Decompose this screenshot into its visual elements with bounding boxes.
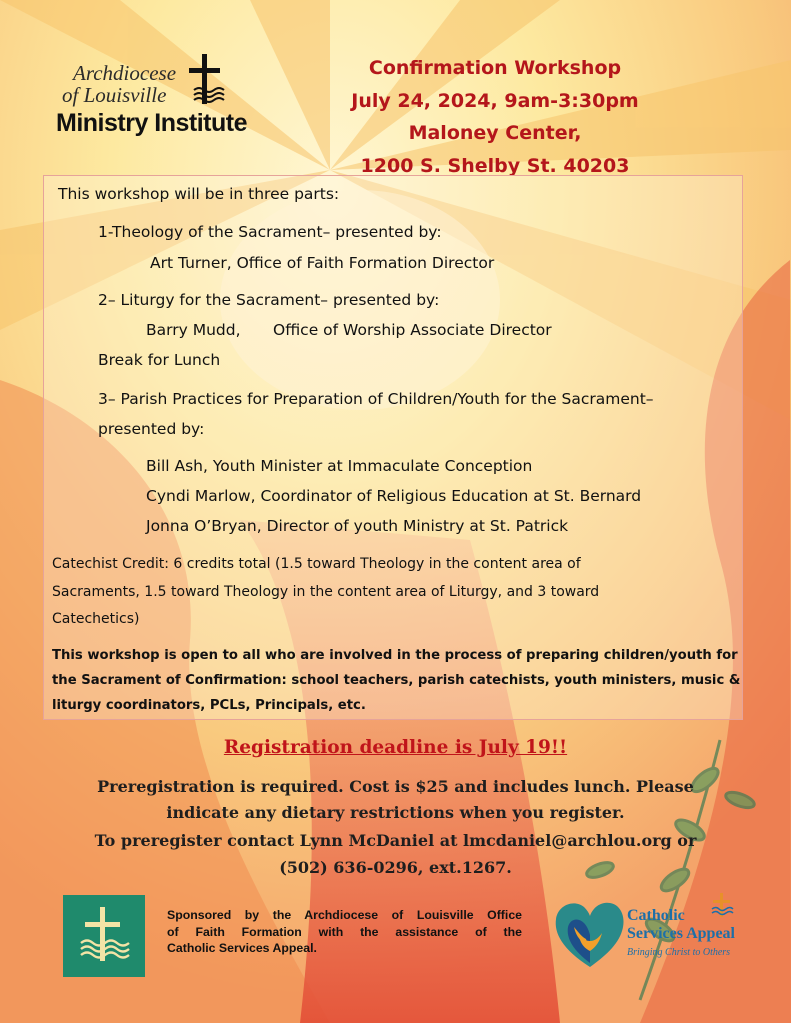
logo-line-archdiocese: Archdiocese — [73, 61, 177, 85]
event-venue: Maloney Center, — [408, 122, 582, 144]
audience-line: This workshop is open to all who are involved in the process of preparing children/youth for — [52, 648, 738, 663]
part-1-presenter: Art Turner, Office of Faith Formation Director — [150, 254, 495, 272]
part-1-title: 1-Theology of the Sacrament– presented by: — [98, 223, 442, 241]
catechist-credit-line: Catechetics) — [52, 611, 140, 627]
logo-line-louisville: of Louisville — [62, 83, 167, 107]
cross-waves-icon — [184, 54, 234, 106]
event-title: Confirmation Workshop — [368, 57, 622, 79]
event-heading — [300, 52, 690, 182]
workshop-intro: This workshop will be in three parts: — [58, 185, 340, 203]
audience-line: liturgy coordinators, PCLs, Principals, etc. — [52, 698, 366, 713]
audience-line: the Sacrament of Confirmation: school teachers, parish catechists, youth ministers, music & — [52, 673, 741, 688]
part-3-title-line-2: presented by: — [98, 420, 205, 438]
heart-hands-icon — [552, 893, 628, 973]
part-2-presenter-role: Office of Worship Associate Director — [273, 321, 552, 339]
event-address: 1200 S. Shelby St. 40203 — [360, 154, 630, 177]
cross-waves-icon — [63, 895, 145, 977]
part-3-presenter: Cyndi Marlow, Coordinator of Religious Education at St. Bernard — [146, 487, 642, 505]
lunch-break: Break for Lunch — [98, 351, 221, 369]
registration-line: indicate any dietary restrictions when you register. — [166, 803, 625, 822]
part-2-presenter-name: Barry Mudd, — [146, 321, 241, 339]
registration-deadline: Registration deadline is July 19!! — [223, 737, 568, 758]
part-3-presenter: Bill Ash, Youth Minister at Immaculate Conception — [146, 457, 533, 475]
sponsor-line: of Faith Formation with the assistance of the — [167, 924, 522, 939]
sponsor-line: Catholic Services Appeal. — [167, 941, 317, 955]
event-date: July 24, 2024, 9am-3:30pm — [351, 89, 639, 112]
csa-name-line-1: Catholic — [627, 907, 685, 924]
sponsor-statement — [167, 907, 522, 957]
ministry-institute-logo — [52, 54, 280, 140]
small-cross-icon — [710, 893, 734, 919]
registration-phone-line: (502) 636-0296, ext.1267. — [279, 858, 512, 877]
part-3-title-line-1: 3– Parish Practices for Preparation of Children/Youth for the Sacrament– — [98, 390, 654, 408]
catechist-credit-line: Sacraments, 1.5 toward Theology in the content area of Liturgy, and 3 toward — [52, 584, 600, 600]
part-2-title: 2– Liturgy for the Sacrament– presented by: — [98, 291, 440, 309]
faith-formation-logo — [63, 895, 145, 977]
part-3-presenter: Jonna O’Bryan, Director of youth Ministry at St. Patrick — [146, 517, 569, 535]
logo-line-ministry-institute: Ministry Institute — [56, 109, 248, 137]
catechist-credit-line: Catechist Credit: 6 credits total (1.5 toward Theology in the content area of — [52, 556, 581, 572]
sponsor-line: Sponsored by the Archdiocese of Louisville Office — [167, 908, 522, 922]
csa-tagline: Bringing Christ to Others — [627, 947, 731, 958]
registration-line: Preregistration is required. Cost is $25 and includes lunch. Please — [97, 777, 694, 796]
catholic-services-appeal-logo — [552, 893, 742, 973]
csa-name-line-2: Services Appeal — [627, 925, 735, 942]
registration-contact-line: To preregister contact Lynn McDaniel at lmcdaniel@archlou.org or — [94, 831, 697, 850]
